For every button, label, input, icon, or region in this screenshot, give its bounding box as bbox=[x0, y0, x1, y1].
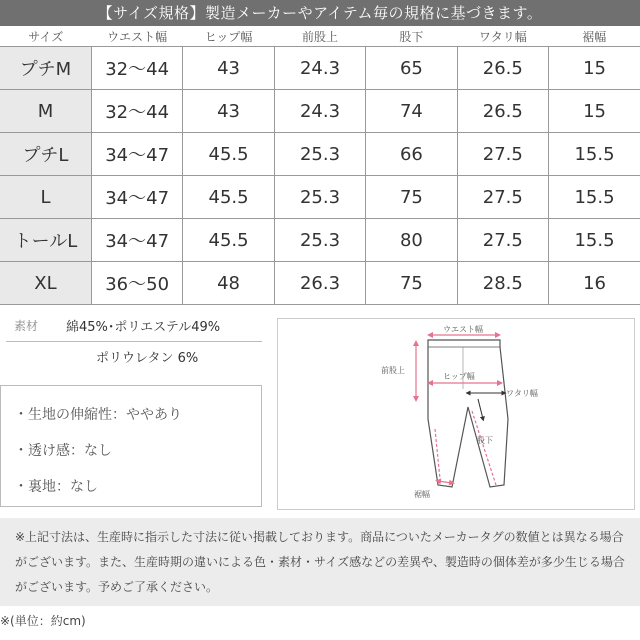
header-size: サイズ bbox=[28, 30, 64, 44]
size-value-cell: 28.5 bbox=[457, 262, 548, 305]
table-row bbox=[0, 219, 640, 262]
feature-sheerness: ・透け感：なし bbox=[14, 443, 112, 459]
header-thigh: ワタリ幅 bbox=[478, 30, 527, 44]
header-hip: ヒップ幅 bbox=[204, 30, 253, 44]
size-value-cell: 15 bbox=[549, 90, 640, 133]
size-value-cell: 43 bbox=[183, 47, 274, 90]
size-value-cell: 45.5 bbox=[183, 176, 274, 219]
table-row bbox=[0, 47, 640, 90]
header-inseam: 股下 bbox=[399, 30, 424, 44]
size-value-cell: 75 bbox=[366, 262, 457, 305]
table-row bbox=[0, 262, 640, 305]
hip-label: ヒップ幅 bbox=[443, 372, 475, 381]
table-row bbox=[0, 90, 640, 133]
size-value-cell: 15.5 bbox=[549, 133, 640, 176]
table-row bbox=[0, 133, 640, 176]
size-value-cell: 34～47 bbox=[91, 219, 182, 262]
feature-stretch: ・生地の伸縮性：ややあり bbox=[14, 407, 182, 423]
table-row bbox=[0, 176, 640, 219]
size-value-cell: 16 bbox=[549, 262, 640, 305]
size-value-cell: 26.5 bbox=[457, 90, 548, 133]
size-value-cell: 25.3 bbox=[274, 176, 365, 219]
size-value-cell: 26.5 bbox=[457, 47, 548, 90]
size-spec-title: 【サイズ規格】製造メーカーやアイテム毎の規格に基づきます。 bbox=[0, 0, 640, 26]
unit-note: ※(単位：約cm) bbox=[0, 614, 86, 628]
size-value-cell: 27.5 bbox=[457, 176, 548, 219]
size-value-cell: 27.5 bbox=[457, 133, 548, 176]
pants-outline bbox=[428, 340, 508, 487]
header-waist: ウエスト幅 bbox=[107, 30, 168, 44]
size-value-cell: 65 bbox=[366, 47, 457, 90]
material-line-1: 綿45%･ポリエステル49% bbox=[66, 320, 221, 335]
feature-lining: ・裏地：なし bbox=[14, 479, 98, 495]
size-name-cell: トールL bbox=[0, 219, 91, 262]
pants-diagram-svg bbox=[278, 319, 636, 511]
size-value-cell: 15 bbox=[549, 47, 640, 90]
inseam-label: 股下 bbox=[477, 436, 493, 445]
size-value-cell: 48 bbox=[183, 262, 274, 305]
size-name-cell: プチL bbox=[0, 133, 91, 176]
size-value-cell: 27.5 bbox=[457, 219, 548, 262]
hem-label: 裾幅 bbox=[414, 490, 430, 499]
size-name-cell: L bbox=[0, 176, 91, 219]
size-table bbox=[0, 27, 640, 305]
size-value-cell: 36～50 bbox=[91, 262, 182, 305]
size-value-cell: 43 bbox=[183, 90, 274, 133]
material-label: 素材 bbox=[14, 319, 39, 333]
size-value-cell: 26.3 bbox=[274, 262, 365, 305]
size-value-cell: 34～47 bbox=[91, 133, 182, 176]
waist-label: ウエスト幅 bbox=[443, 325, 483, 334]
size-value-cell: 66 bbox=[366, 133, 457, 176]
size-value-cell: 75 bbox=[366, 176, 457, 219]
size-value-cell: 15.5 bbox=[549, 176, 640, 219]
size-value-cell: 45.5 bbox=[183, 219, 274, 262]
size-name-cell: M bbox=[0, 90, 91, 133]
size-value-cell: 74 bbox=[366, 90, 457, 133]
size-value-cell: 24.3 bbox=[274, 47, 365, 90]
size-name-cell: プチM bbox=[0, 47, 91, 90]
size-name-cell: XL bbox=[0, 262, 91, 305]
size-value-cell: 34～47 bbox=[91, 176, 182, 219]
size-value-cell: 15.5 bbox=[549, 219, 640, 262]
thigh-label: ワタリ幅 bbox=[506, 389, 538, 398]
measurement-diagram bbox=[277, 318, 635, 510]
size-value-cell: 32～44 bbox=[91, 90, 182, 133]
header-rise: 前股上 bbox=[301, 30, 338, 44]
size-value-cell: 80 bbox=[366, 219, 457, 262]
size-value-cell: 24.3 bbox=[274, 90, 365, 133]
table-header-row bbox=[0, 27, 640, 47]
rise-label: 前股上 bbox=[381, 366, 405, 375]
size-value-cell: 45.5 bbox=[183, 133, 274, 176]
header-hem: 裾幅 bbox=[582, 30, 607, 44]
material-panel bbox=[0, 313, 268, 373]
disclaimer-box bbox=[0, 518, 640, 606]
size-value-cell: 25.3 bbox=[274, 219, 365, 262]
features-box bbox=[0, 385, 262, 507]
disclaimer-text: ※上記寸法は、生産時に指示した寸法に従い掲載しております。商品についたメーカータグの数値とは異なる場合がございます。また、生産時期の違いによる色・素材・サイズ感などの差異や、製造時の個体差が多少生じる場合がございます。予めご了承ください。 bbox=[15, 530, 625, 594]
size-value-cell: 25.3 bbox=[274, 133, 365, 176]
material-line-2: ポリウレタン 6% bbox=[96, 351, 199, 366]
size-value-cell: 32～44 bbox=[91, 47, 182, 90]
material-divider bbox=[6, 341, 262, 342]
